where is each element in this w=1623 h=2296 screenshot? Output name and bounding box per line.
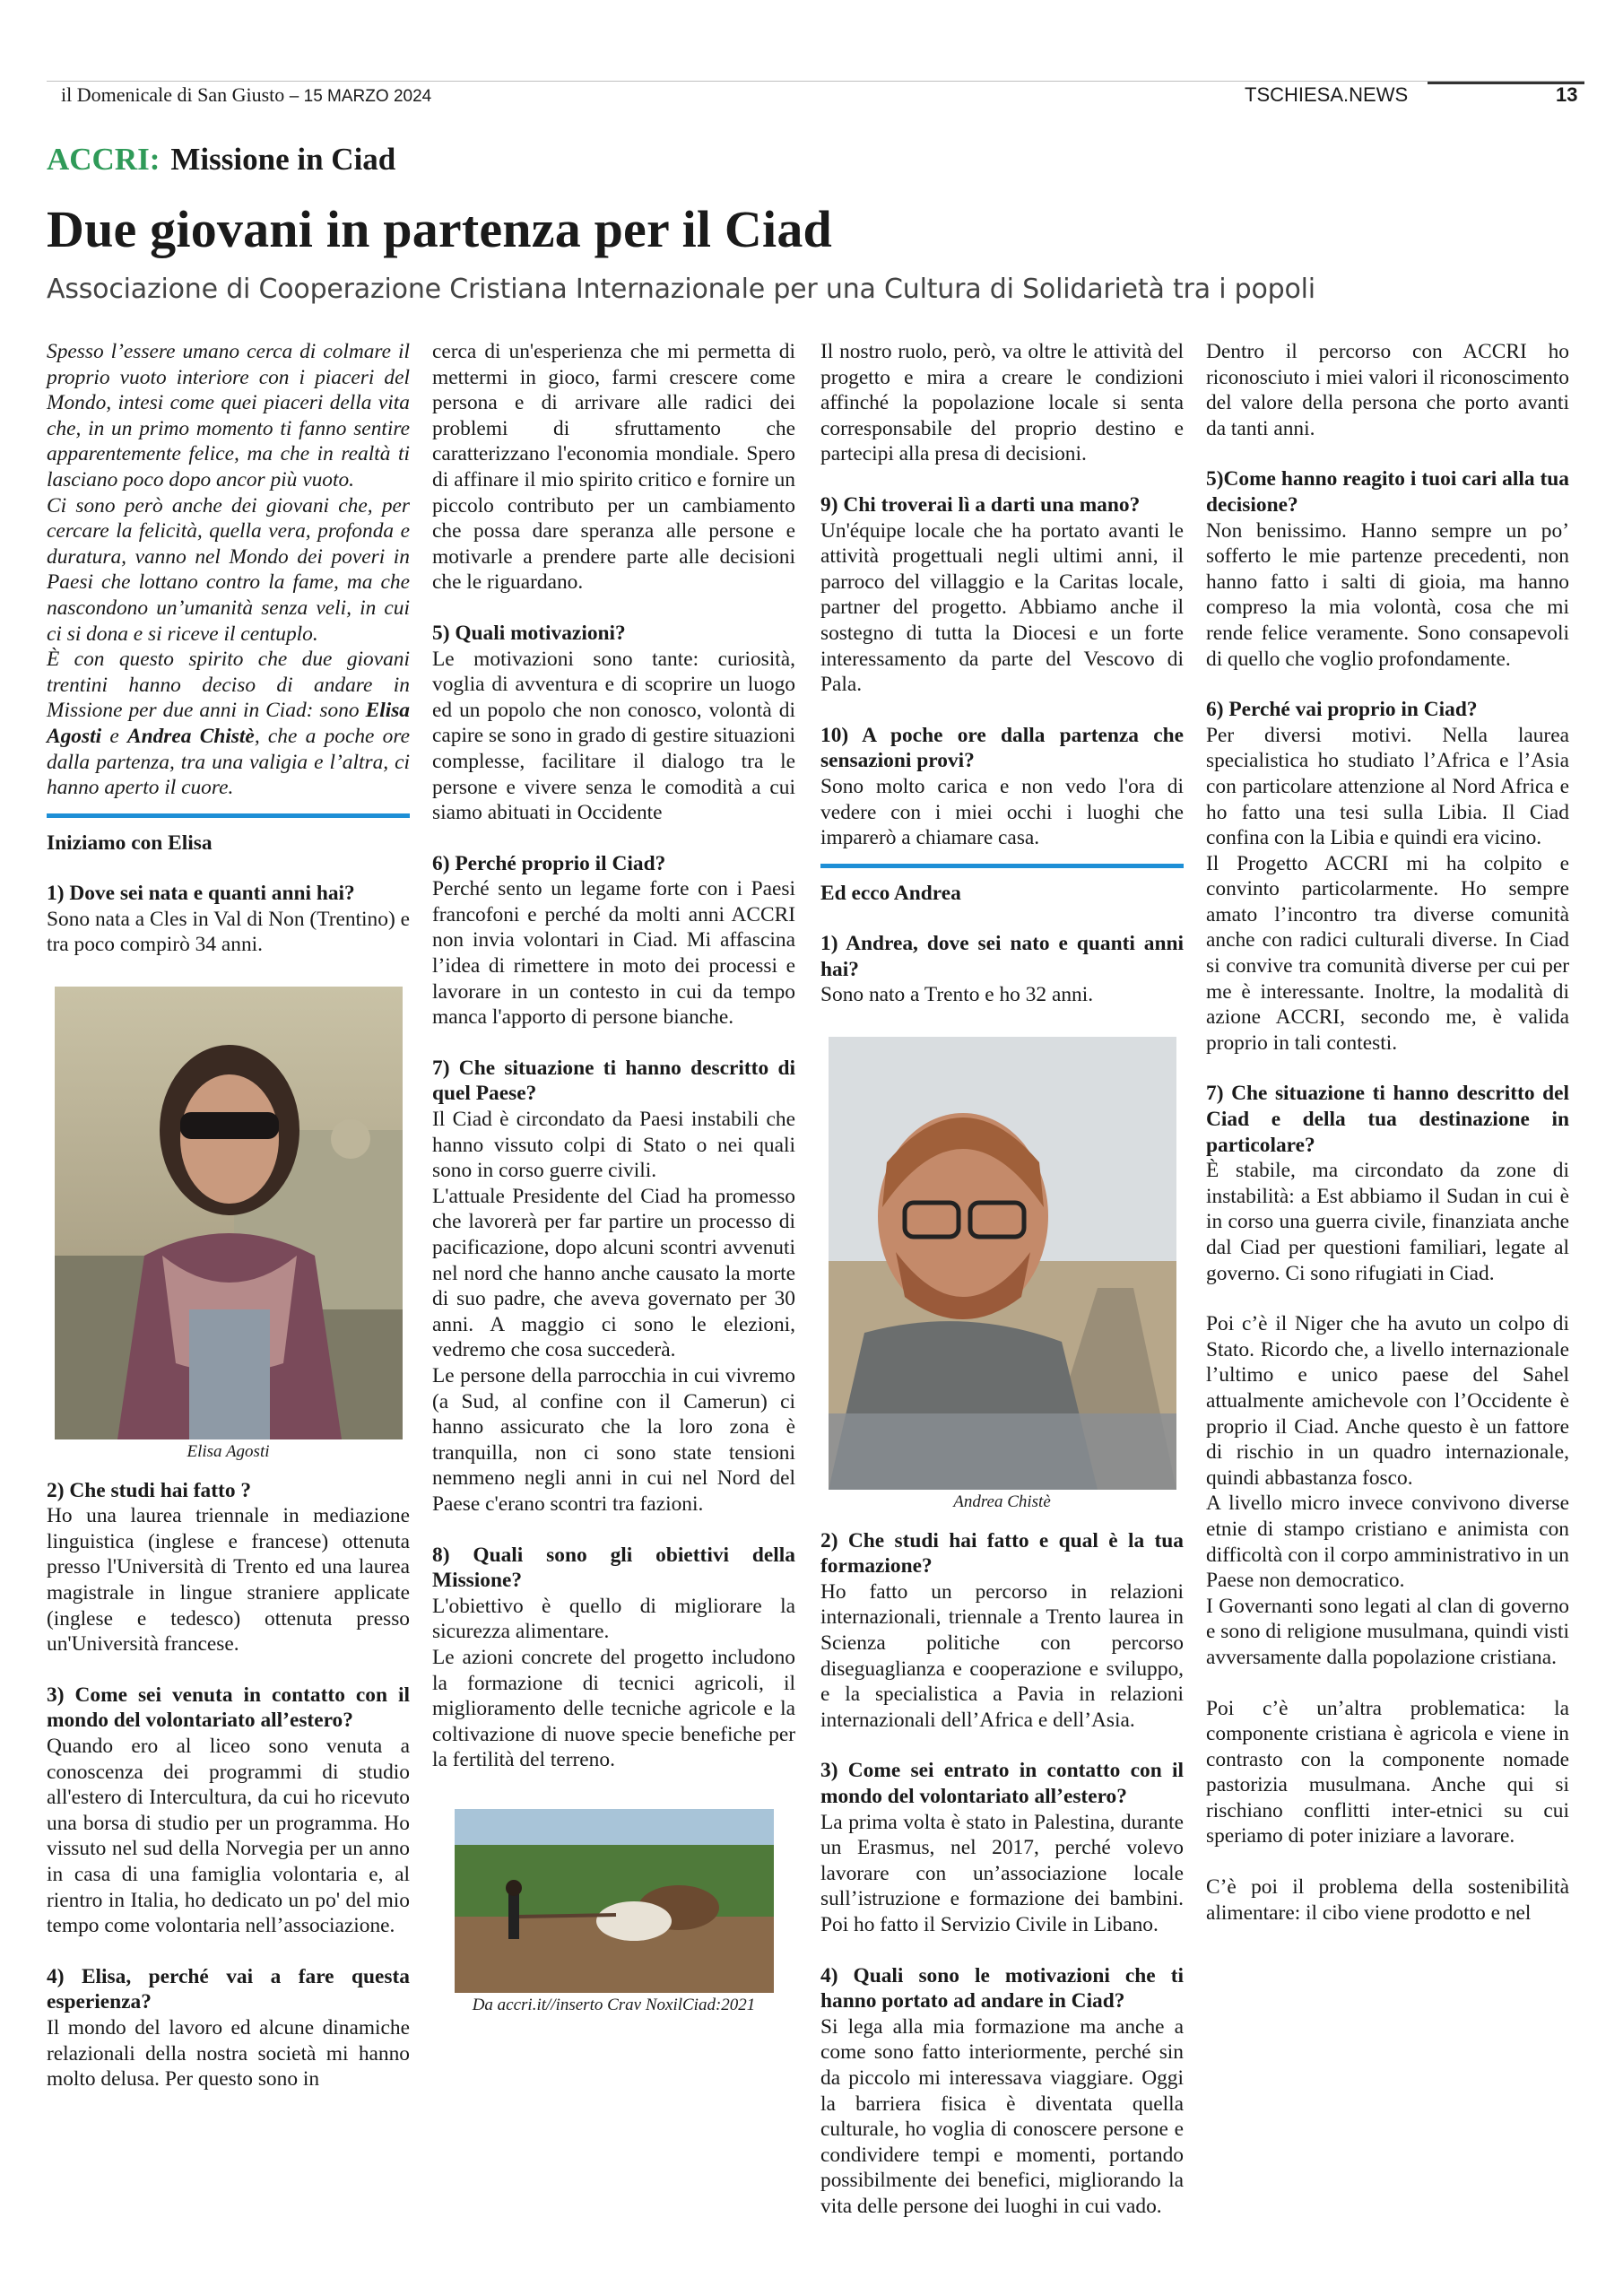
answer: Quando ero al liceo sono venuta a conoscenza dei programmi di studio all'estero di Intercultura, da cui ho ricevuto una borsa di studio per un programma. Ho vissuto nel sud della Norvegia per un anno in casa di una famiglia volontaria e, al rientro in Italia, ho dedicato un po' del mio tempo come volontaria nell’associazione. [47, 1735, 410, 1938]
column-4 [1206, 339, 1569, 1926]
section-title-andrea: Ed ecco Andrea [820, 881, 961, 905]
answer: Sono nata a Cles in Val di Non (Trentino) e tra poco compirò 34 anni. [47, 907, 410, 957]
answer: Non benissimo. Hanno sempre un po’ sofferto le mie partenze precedenti, non hanno fatto i salti di gioia, ma hanno compreso la mia volontà, cosa che mi rende felice veramente. Sono consapevoli di quello che voglio profondamente. [1206, 518, 1569, 671]
header-top-rule [47, 81, 1584, 82]
kicker-title: Missione in Ciad [170, 142, 396, 177]
answer: Perché sento un legame forte con i Paesi francofoni e perché da molti anni ACCRI non invia volontari in Ciad. Mi affascina l’idea di rimettere in moto dei processi e lavorare in un contesto in cui da tempo manca l'apporto di persone bianche. [432, 877, 795, 1030]
photo-caption-elisa: Elisa Agosti [187, 1442, 270, 1462]
question: 6) Perché vai proprio in Ciad? [1206, 698, 1478, 722]
column-3 [820, 339, 1184, 2220]
answer: Le azioni concrete del progetto includono la formazione di tecnici agricoli, il miglioramento delle tecniche agricole e la coltivazione di nuove specie benefiche per la fertilità del terreno. [432, 1645, 795, 1772]
photo-elisa [55, 987, 403, 1439]
answer: È stabile, ma circondato da zone di instabilità: a Est abbiamo il Sudan in cui è in corso una guerra civile, finanziata anche dal Ciad per questioni familiari, legate al governo. Ci sono rifugiati in Ciad. [1206, 1159, 1569, 1285]
paper-masthead [61, 83, 431, 107]
section-title-elisa: Iniziamo con Elisa [47, 831, 213, 855]
question: 2) Che studi hai fatto e qual è la tua formazione? [820, 1528, 1184, 1578]
answer: Le persone della parrocchia in cui vivremo (a Sud, al confine con il Camerun) ci hanno assicurato che la loro zona è tranquilla, non ci sono state tensioni nemmeno negli anni in cui nel Nord del Paese c'erano scontri tra fazioni. [432, 1363, 795, 1516]
question: 9) Chi troverai lì a darti una mano? [820, 492, 1141, 517]
answer: C’è poi il problema della sostenibilità alimentare: il cibo viene prodotto e nel [1206, 1875, 1569, 1925]
question: 2) Che studi hai fatto ? [47, 1478, 252, 1502]
answer: Le motivazioni sono tante: curiosità, voglia di avventura e di scoprire un luogo ed un popolo che non conosco, volontà di capire se sono in grado di gestire situazioni complesse, facilitare il dialogo tra le persone e vivere senza le comodità a cui siamo abituati in Occidente [432, 647, 795, 825]
question: 7) Che situazione ti hanno descritto del Ciad e della tua destinazione in particolare? [1206, 1082, 1569, 1157]
intro-paragraph-1: Spesso l’essere umano cerca di colmare il proprio vuoto interiore con i piaceri del Mondo, intesi come quei piaceri della vita che, in un primo momento ti fanno sentire apparentemente felice, ma che in realtà ti lasciano poco dopo ancor più vuoto. [47, 340, 410, 491]
answer: Poi c’è il Niger che ha avuto un colpo di Stato. Ricordo che, a livello internazionale l’ultimo e unico paese del Sahel attualmente amichevole con l’Occidente è proprio il Ciad. Anche questo è un fattore di rischio in un quadro internazionale, quindi abbastanza fosco. [1206, 1312, 1569, 1490]
answer: Dentro il percorso con ACCRI ho riconosciuto i miei valori il riconoscimento del valore della persona che porto avanti da tanti anni. [1206, 340, 1569, 440]
intro-paragraph-3: È con questo spirito che due giovani trentini hanno deciso di andare in Missione per due anni in Ciad: sono Elisa Agosti e Andrea Chistè, che a poche ore dalla partenza, tra una valigia e l’altra, ci hanno aperto il cuore. [47, 648, 410, 800]
answer: Il mondo del lavoro ed alcune dinamiche relazionali della nostra società mi hanno molto delusa. Per questo sono in [47, 2015, 410, 2092]
column-2 [432, 339, 795, 2018]
section-divider [820, 864, 1184, 868]
answer: Ho una laurea triennale in mediazione linguistica (inglese e francese) ottenuta presso l'Università di Trento ed una laurea magistrale in lingue straniere applicate (inglese e tedesco) ottenuta presso un'Università francese. [47, 1504, 410, 1657]
question: 3) Come sei entrato in contatto con il mondo del volontariato all’estero? [820, 1759, 1184, 1808]
photo-caption-andrea: Andrea Chistè [953, 1492, 1051, 1512]
section-divider [47, 813, 410, 818]
question: 4) Quali sono le motivazioni che ti hanno portato ad andare in Ciad? [820, 1963, 1184, 2013]
column-1 [47, 339, 410, 2092]
photo-caption-ox: Da accri.it//inserto Crav NoxilCiad:2021 [472, 1995, 756, 2014]
headline: Due giovani in partenza per il Ciad [47, 200, 832, 258]
answer: Poi c’è un’altra problematica: la componente cristiana è agricola e viene in contrasto con la componente nomade pastorizia musulmana. Anche qui si rischiano conflitti inter-etnici su cui speriamo di poter iniziare a lavorare. [1206, 1696, 1569, 1848]
answer: I Governanti sono legati al clan di governo e sono di religione musulmana, quindi visti avversamente dalla popolazione cristiana. [1206, 1594, 1569, 1669]
answer: Ho fatto un percorso in relazioni internazionali, triennale a Trento laurea in Scienza politiche con percorso diseguaglianza e cooperazione e sviluppo, e la specialistica a Pavia in relazioni internazionali dell’Africa e dell’Asia. [820, 1579, 1184, 1732]
answer: Si lega alla mia formazione ma anche a come sono fatto interiormente, perché sin da piccolo mi interessava viaggiare. Oggi la barriera fisica è diventata quella culturale, ho voglia di conoscere persone e condividere tempi e momenti, portando possibilmente dei benefici, migliorando la vita delle persone dei luoghi in cui vado. [820, 2014, 1184, 2218]
question: 10) A poche ore dalla partenza che sensazioni provi? [820, 723, 1184, 773]
page-number: 13 [1556, 83, 1578, 106]
issue-date: – 15 MARZO 2024 [289, 87, 432, 106]
question: 6) Perché proprio il Ciad? [432, 851, 666, 875]
question: 3) Come sei venuta in contatto con il mondo del volontariato all’estero? [47, 1683, 410, 1733]
answer: Per diversi motivi. Nella laurea specialistica ho studiato l’Africa e l’Asia con particolare attenzione al Nord Africa e ho fatto una tesi sulla Libia. Il Ciad confina con la Libia e quindi era vicino. [1206, 723, 1569, 850]
site-name[interactable]: TSCHIESA.NEWS [1245, 83, 1409, 106]
kicker-brand: ACCRI: [47, 142, 161, 177]
portrait-andrea-image [829, 1037, 1176, 1490]
kicker [47, 142, 395, 178]
answer: Il Progetto ACCRI mi ha colpito e convinto particolarmente. Ho sempre amato l’incontro tra diverse comunità anche con radici culturali diverse. In Ciad si convive tra comunità diverse per cui per me è interessante. Inoltre, la modalità di azione ACCRI, secondo me, è valida proprio in tali contesti. [1206, 851, 1569, 1055]
name-andrea: Andrea Chistè [126, 724, 255, 748]
name-elisa: Elisa Agosti [47, 699, 410, 748]
subheadline: Associazione di Cooperazione Cristiana Internazionale per una Cultura di Solidarietà tra i popoli [47, 274, 1315, 305]
question: 4) Elisa, perché vai a fare questa esperienza? [47, 1964, 410, 2014]
answer: La prima volta è stato in Palestina, durante un Erasmus, nel 2017, perché volevo lavorare con un’associazione locale sull’istruzione e formazione dei bambini. Poi ho fatto il Servizio Civile in Libano. [820, 1810, 1184, 1936]
question: 7) Che situazione ti hanno descritto di quel Paese? [432, 1056, 795, 1106]
question: 5) Quali motivazioni? [432, 621, 626, 645]
answer: Un'équipe locale che ha portato avanti le attività progettuali negli ultimi anni, il parroco del villaggio e la Caritas locale, partner del progetto. Abbiamo anche il sostegno di tutta la Diocesi e un forte interessamento da parte del Vescovo di Pala. [820, 518, 1184, 697]
answer-continued: cerca di un'esperienza che mi permetta di mettermi in gioco, farmi crescere come persona e di arrivare alle radici dei problemi di sfruttamento che caratterizzano l'economia mondiale. Spero di affinare il mio spirito critico e fornire un piccolo contributo per un cambiamento che possa dare speranza alle persone e motivarle a prendere parte alle decisioni che le riguardano. [432, 340, 795, 595]
photo-andrea [829, 1037, 1176, 1490]
question: 8) Quali sono gli obiettivi della Missione? [432, 1543, 795, 1593]
answer: Sono molto carica e non vedo l'ora di vedere con i miei occhi i luoghi che imparerò a chiamare casa. [820, 774, 1184, 850]
answer: Il Ciad è circondato da Paesi instabili che hanno vissuto colpi di Stato o nei quali sono in corso guerre civili. [432, 1108, 795, 1183]
answer: L'obiettivo è quello di migliorare la sicurezza alimentare. [432, 1594, 795, 1644]
photo-ox-plough [455, 1809, 774, 1993]
intro-paragraph-2: Ci sono però anche dei giovani che, per cercare la felicità, quella vera, profonda e duratura, vanno nel Mondo dei poveri in Paesi che lottano contro la fame, ma che nascondono un’umanità senza veli, in cui ci si dona e si riceve il centuplo. [47, 493, 410, 646]
answer: Sono nato a Trento e ho 32 anni. [820, 983, 1094, 1007]
answer: A livello micro invece convivono diverse etnie di stampo cristiano e animista con difficoltà con il corpo amministrativo in un Paese non democratico. [1206, 1492, 1569, 1593]
question: 1) Andrea, dove sei nato e quanti anni hai? [820, 932, 1184, 981]
paper-name: il Domenicale di San Giusto [61, 83, 285, 106]
answer: L'attuale Presidente del Ciad ha promesso che lavorerà per far partire un processo di pacificazione, dopo alcuni scontri avvenuti nel nord che hanno anche causato la morte di suo padre, che aveva governato per 30 anni. A maggio ci sono le elezioni, vedremo che cosa succederà. [432, 1184, 795, 1362]
answer: Il nostro ruolo, però, va oltre le attività del progetto e mira a creare le condizioni affinché la popolazione locale si senta corresponsabile del proprio destino e partecipi alla presa di decisioni. [820, 340, 1184, 466]
portrait-elisa-image [55, 987, 403, 1439]
field-plough-image [455, 1809, 774, 1993]
question: 5)Come hanno reagito i tuoi cari alla tua decisione? [1206, 467, 1569, 517]
question: 1) Dove sei nata e quanti anni hai? [47, 882, 355, 906]
